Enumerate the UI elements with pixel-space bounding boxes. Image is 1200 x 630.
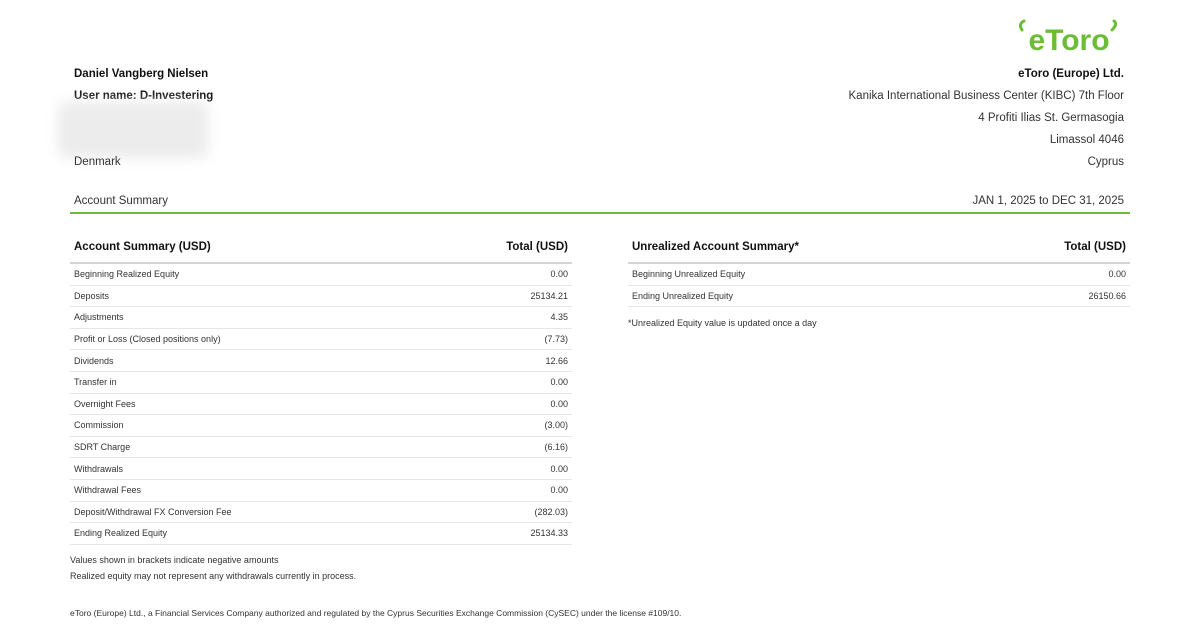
row-value: 0.00 bbox=[423, 458, 572, 480]
row-value: 25134.33 bbox=[423, 523, 572, 545]
row-label: Beginning Realized Equity bbox=[70, 263, 423, 285]
table-row bbox=[628, 263, 1130, 285]
account-summary-body bbox=[70, 263, 572, 544]
note-realized-equity: Realized equity may not represent any withdrawals currently in process. bbox=[70, 571, 357, 581]
company-address-line: Cyprus bbox=[1087, 156, 1124, 168]
statement-period: JAN 1, 2025 to DEC 31, 2025 bbox=[972, 195, 1124, 207]
row-value: 26150.66 bbox=[987, 285, 1130, 307]
table-row bbox=[70, 263, 572, 285]
client-name: Daniel Vangberg Nielsen bbox=[74, 68, 209, 80]
client-username: User name: D-Investering bbox=[74, 90, 214, 102]
column-header-label: Unrealized Account Summary* bbox=[628, 232, 987, 263]
row-label: Dividends bbox=[70, 350, 423, 372]
note-brackets: Values shown in brackets indicate negative amounts bbox=[70, 555, 279, 565]
row-value: (282.03) bbox=[423, 501, 572, 523]
row-label: Overnight Fees bbox=[70, 393, 423, 415]
table-row bbox=[70, 350, 572, 372]
company-address-line: Kanika International Business Center (KIBC) 7th Floor bbox=[848, 90, 1124, 102]
row-value: 0.00 bbox=[423, 479, 572, 501]
row-label: Commission bbox=[70, 415, 423, 437]
row-value: 0.00 bbox=[423, 263, 572, 285]
row-label: Profit or Loss (Closed positions only) bbox=[70, 328, 423, 350]
section-divider bbox=[70, 212, 1130, 214]
column-header-label: Account Summary (USD) bbox=[70, 232, 423, 263]
table-row bbox=[70, 458, 572, 480]
row-value: 0.00 bbox=[987, 263, 1130, 285]
etoro-logo bbox=[1016, 18, 1122, 58]
company-address-line: Limassol 4046 bbox=[1049, 134, 1124, 146]
table-row bbox=[70, 415, 572, 437]
table-row bbox=[70, 328, 572, 350]
regulatory-footer: eToro (Europe) Ltd., a Financial Services Company authorized and regulated by the Cyprus Securities Exchange Commission (CySEC) under the license #109/10. bbox=[70, 608, 682, 618]
company-address-line: 4 Profiti Ilias St. Germasogia bbox=[978, 112, 1124, 124]
table-row bbox=[70, 285, 572, 307]
table-row bbox=[70, 436, 572, 458]
row-value: (6.16) bbox=[423, 436, 572, 458]
row-value: (7.73) bbox=[423, 328, 572, 350]
row-value: 0.00 bbox=[423, 393, 572, 415]
client-country: Denmark bbox=[74, 156, 121, 168]
table-row bbox=[70, 393, 572, 415]
table-row bbox=[70, 523, 572, 545]
table-header-row bbox=[70, 232, 572, 263]
column-header-total: Total (USD) bbox=[987, 232, 1130, 263]
row-value: 4.35 bbox=[423, 307, 572, 329]
row-label: Beginning Unrealized Equity bbox=[628, 263, 987, 285]
account-summary-table bbox=[70, 232, 572, 545]
table-row bbox=[70, 479, 572, 501]
row-value: 0.00 bbox=[423, 371, 572, 393]
row-label: Transfer in bbox=[70, 371, 423, 393]
row-value: (3.00) bbox=[423, 415, 572, 437]
row-label: Withdrawals bbox=[70, 458, 423, 480]
redacted-address bbox=[58, 102, 208, 158]
row-label: Ending Realized Equity bbox=[70, 523, 423, 545]
table-header-row bbox=[628, 232, 1130, 263]
row-label: Withdrawal Fees bbox=[70, 479, 423, 501]
table-row bbox=[70, 371, 572, 393]
row-label: SDRT Charge bbox=[70, 436, 423, 458]
unrealized-summary-table bbox=[628, 232, 1130, 307]
svg-text:eToro: eToro bbox=[1028, 24, 1110, 57]
row-label: Deposit/Withdrawal FX Conversion Fee bbox=[70, 501, 423, 523]
row-label: Deposits bbox=[70, 285, 423, 307]
row-label: Adjustments bbox=[70, 307, 423, 329]
table-row bbox=[70, 307, 572, 329]
row-value: 12.66 bbox=[423, 350, 572, 372]
table-row bbox=[628, 285, 1130, 307]
column-header-total: Total (USD) bbox=[423, 232, 572, 263]
row-label: Ending Unrealized Equity bbox=[628, 285, 987, 307]
table-row bbox=[70, 501, 572, 523]
section-title: Account Summary bbox=[74, 195, 168, 207]
unrealized-summary-body bbox=[628, 263, 1130, 307]
row-value: 25134.21 bbox=[423, 285, 572, 307]
unrealized-footnote: *Unrealized Equity value is updated once a day bbox=[628, 318, 817, 328]
company-name: eToro (Europe) Ltd. bbox=[1018, 68, 1124, 80]
